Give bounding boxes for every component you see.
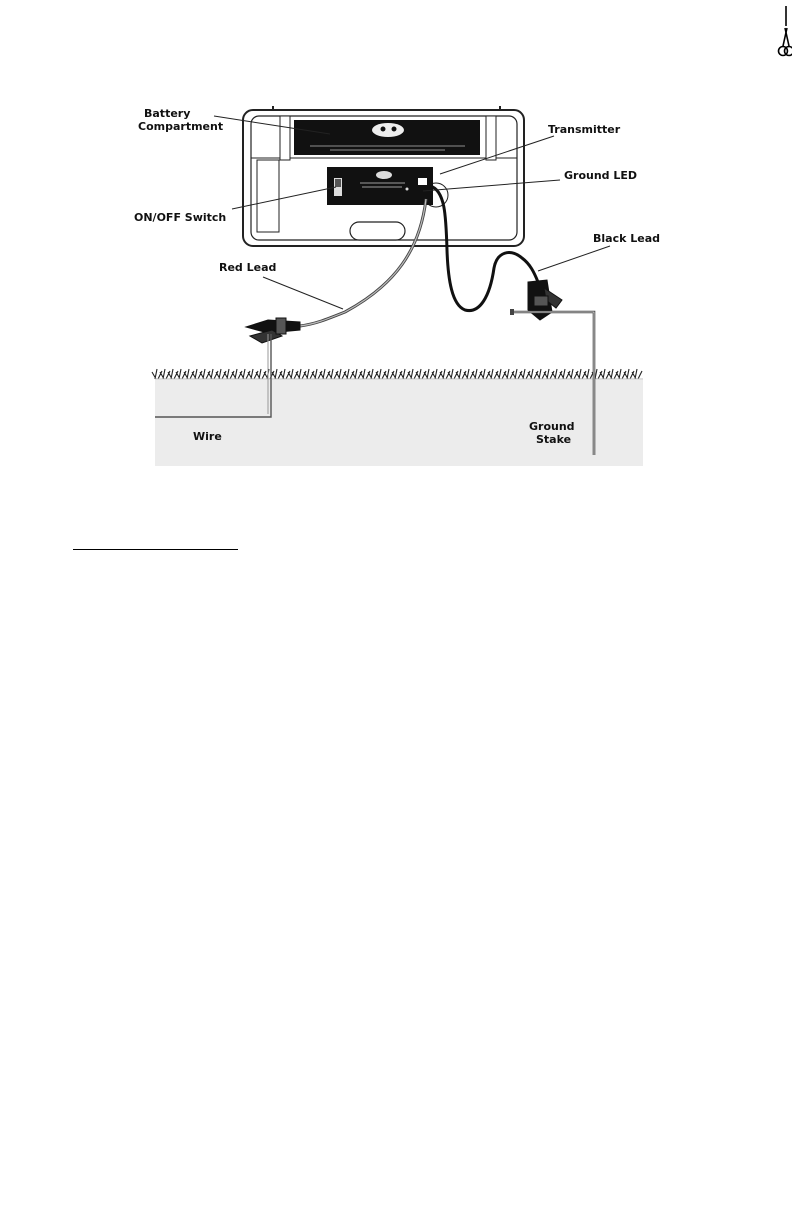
transmitter-panel: [327, 167, 433, 205]
grass-line: [152, 369, 643, 379]
red-lead-clip: [246, 318, 300, 343]
label-ground-led: Ground LED: [564, 169, 638, 182]
label-ground-stake-line2: Stake: [536, 433, 572, 446]
black-lead-clip: [528, 280, 562, 320]
label-wire: Wire: [193, 430, 222, 443]
section-heading-underline: [73, 549, 238, 550]
ground-led: [418, 178, 427, 185]
label-ground-stake-line1: Ground: [529, 420, 575, 433]
label-on-off-switch: ON/OFF Switch: [134, 211, 227, 224]
transmitter-setup-diagram: [0, 0, 792, 500]
label-black-lead: Black Lead: [593, 232, 661, 245]
battery-compartment: [294, 120, 480, 155]
label-transmitter: Transmitter: [548, 123, 621, 136]
grass-tufts: [152, 369, 642, 379]
label-battery-compartment-line1: Battery: [144, 107, 191, 120]
label-battery-compartment-line2: Compartment: [138, 120, 224, 133]
label-red-lead: Red Lead: [219, 261, 277, 274]
